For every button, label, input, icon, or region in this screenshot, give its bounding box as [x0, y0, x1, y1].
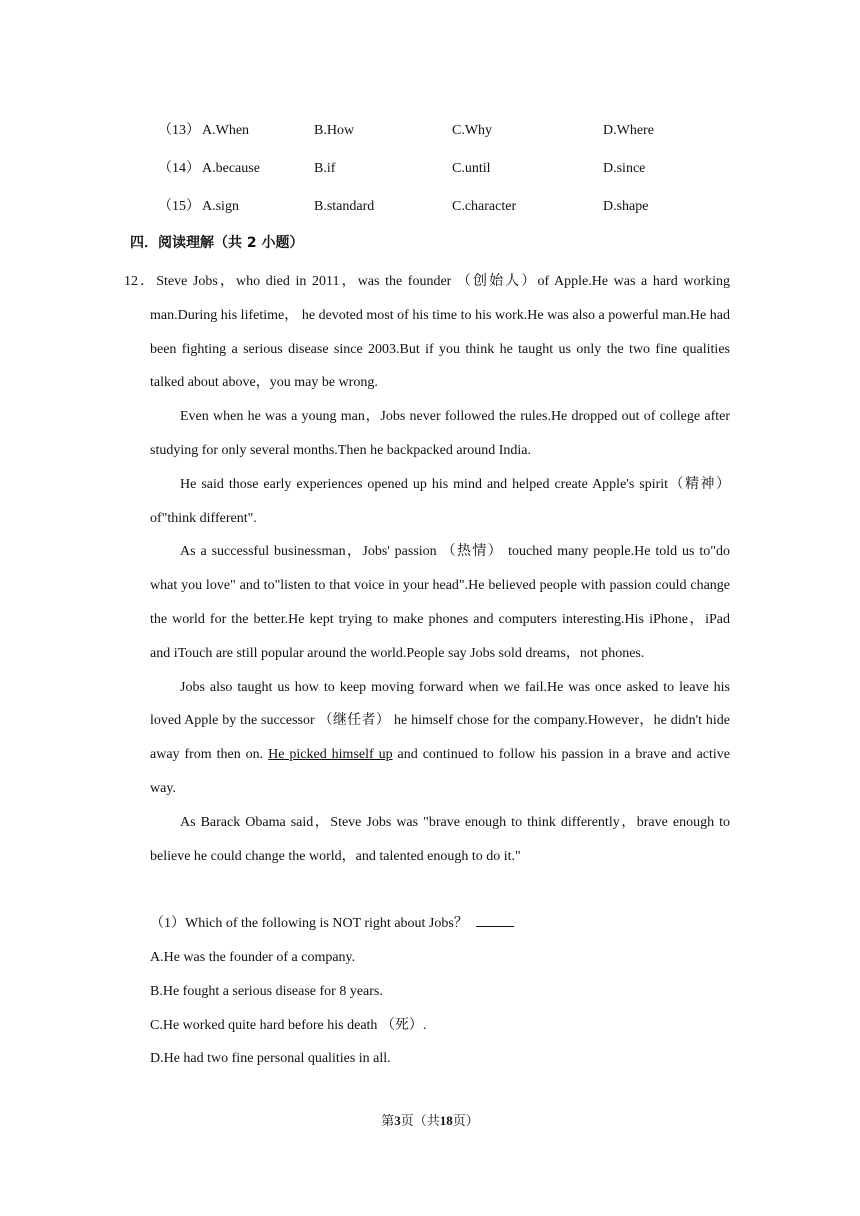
question-1-choice-b: B.He fought a serious disease for 8 years.	[150, 983, 383, 999]
option-number: （14）	[158, 161, 200, 176]
option-b: B.if	[314, 161, 336, 176]
reading-passage	[124, 265, 731, 1076]
passage-paragraph-6: As Barack Obama said，Steve Jobs was "brave enough to think differently，brave enough to believe he could change the world，and talented enough to do it."	[150, 814, 730, 864]
page-number: 3	[394, 1113, 401, 1128]
option-d: D.since	[603, 161, 646, 176]
underlined-phrase: He picked himself up	[268, 747, 393, 763]
question-1-choice-c: C.He worked quite hard before his death （死）.	[150, 1017, 427, 1033]
option-b: B.How	[314, 123, 355, 138]
option-c: C.character	[452, 199, 517, 214]
option-a: A.because	[202, 161, 260, 176]
passage-paragraph-3: He said those early experiences opened up his mind and helped create Apple's spirit（精神） of"think different".	[150, 476, 730, 526]
total-pages: 18	[439, 1113, 453, 1128]
options-row-14	[158, 158, 758, 180]
options-row-15	[158, 196, 758, 218]
passage-paragraph-5	[150, 671, 730, 806]
spacer	[150, 873, 730, 907]
question-1-stem: （1）Which of the following is NOT right about Jobs？	[150, 916, 468, 932]
passage-paragraph-2: Even when he was a young man，Jobs never followed the rules.He dropped out of college after studying for only several months.Then he backpacked around India.	[150, 409, 730, 458]
question-1-choice-a: A.He was the founder of a company.	[150, 949, 356, 965]
question-1-stem-line	[150, 907, 730, 941]
paragraph-5-before: Jobs also taught us how to keep moving forward when we fail.He was once asked to leave his loved Apple by the successor （继任者） he himself chose for the company.However，he didn't hide away from then on.	[150, 679, 730, 763]
options-row-13	[158, 120, 758, 142]
passage-paragraph-1: 12．Steve Jobs，who died in 2011，was the founder （创始人）of Apple.He was a hard working man.During his lifetime， he devoted most of his time to his work.He was also a powerful man.He had been fighting a serious disease since 2003.But if you think he taught us only the two fine qualities talked about above，you may be wrong.	[124, 274, 730, 391]
passage-paragraph-4: As a successful businessman，Jobs' passion （热情） touched many people.He told us to"do what you love" and to"listen to that voice in your head".He believed people with passion could change the world for the better.He kept trying to make phones and computers interesting.His iPhone，iPad and iTouch are still popular around the world.People say Jobs sold dreams，not phones.	[150, 544, 730, 661]
option-number: （13）	[158, 123, 200, 138]
question-1-choice-d: D.He had two fine personal qualities in all.	[150, 1051, 391, 1067]
option-d: D.Where	[603, 123, 654, 138]
option-a: A.When	[202, 123, 250, 138]
option-number: （15）	[158, 199, 200, 214]
option-c: C.until	[452, 161, 491, 176]
option-a: A.sign	[202, 199, 239, 214]
option-d: D.shape	[603, 199, 649, 214]
option-b: B.standard	[314, 199, 375, 214]
paragraph-5-after: and continued to follow his passion in a brave and active way.	[150, 747, 731, 796]
answer-blank[interactable]	[476, 912, 514, 927]
option-c: C.Why	[452, 123, 493, 138]
page-footer: 第3页（共18页）	[381, 1113, 479, 1128]
section-title: 四．阅读理解（共 2 小题）	[130, 235, 304, 251]
